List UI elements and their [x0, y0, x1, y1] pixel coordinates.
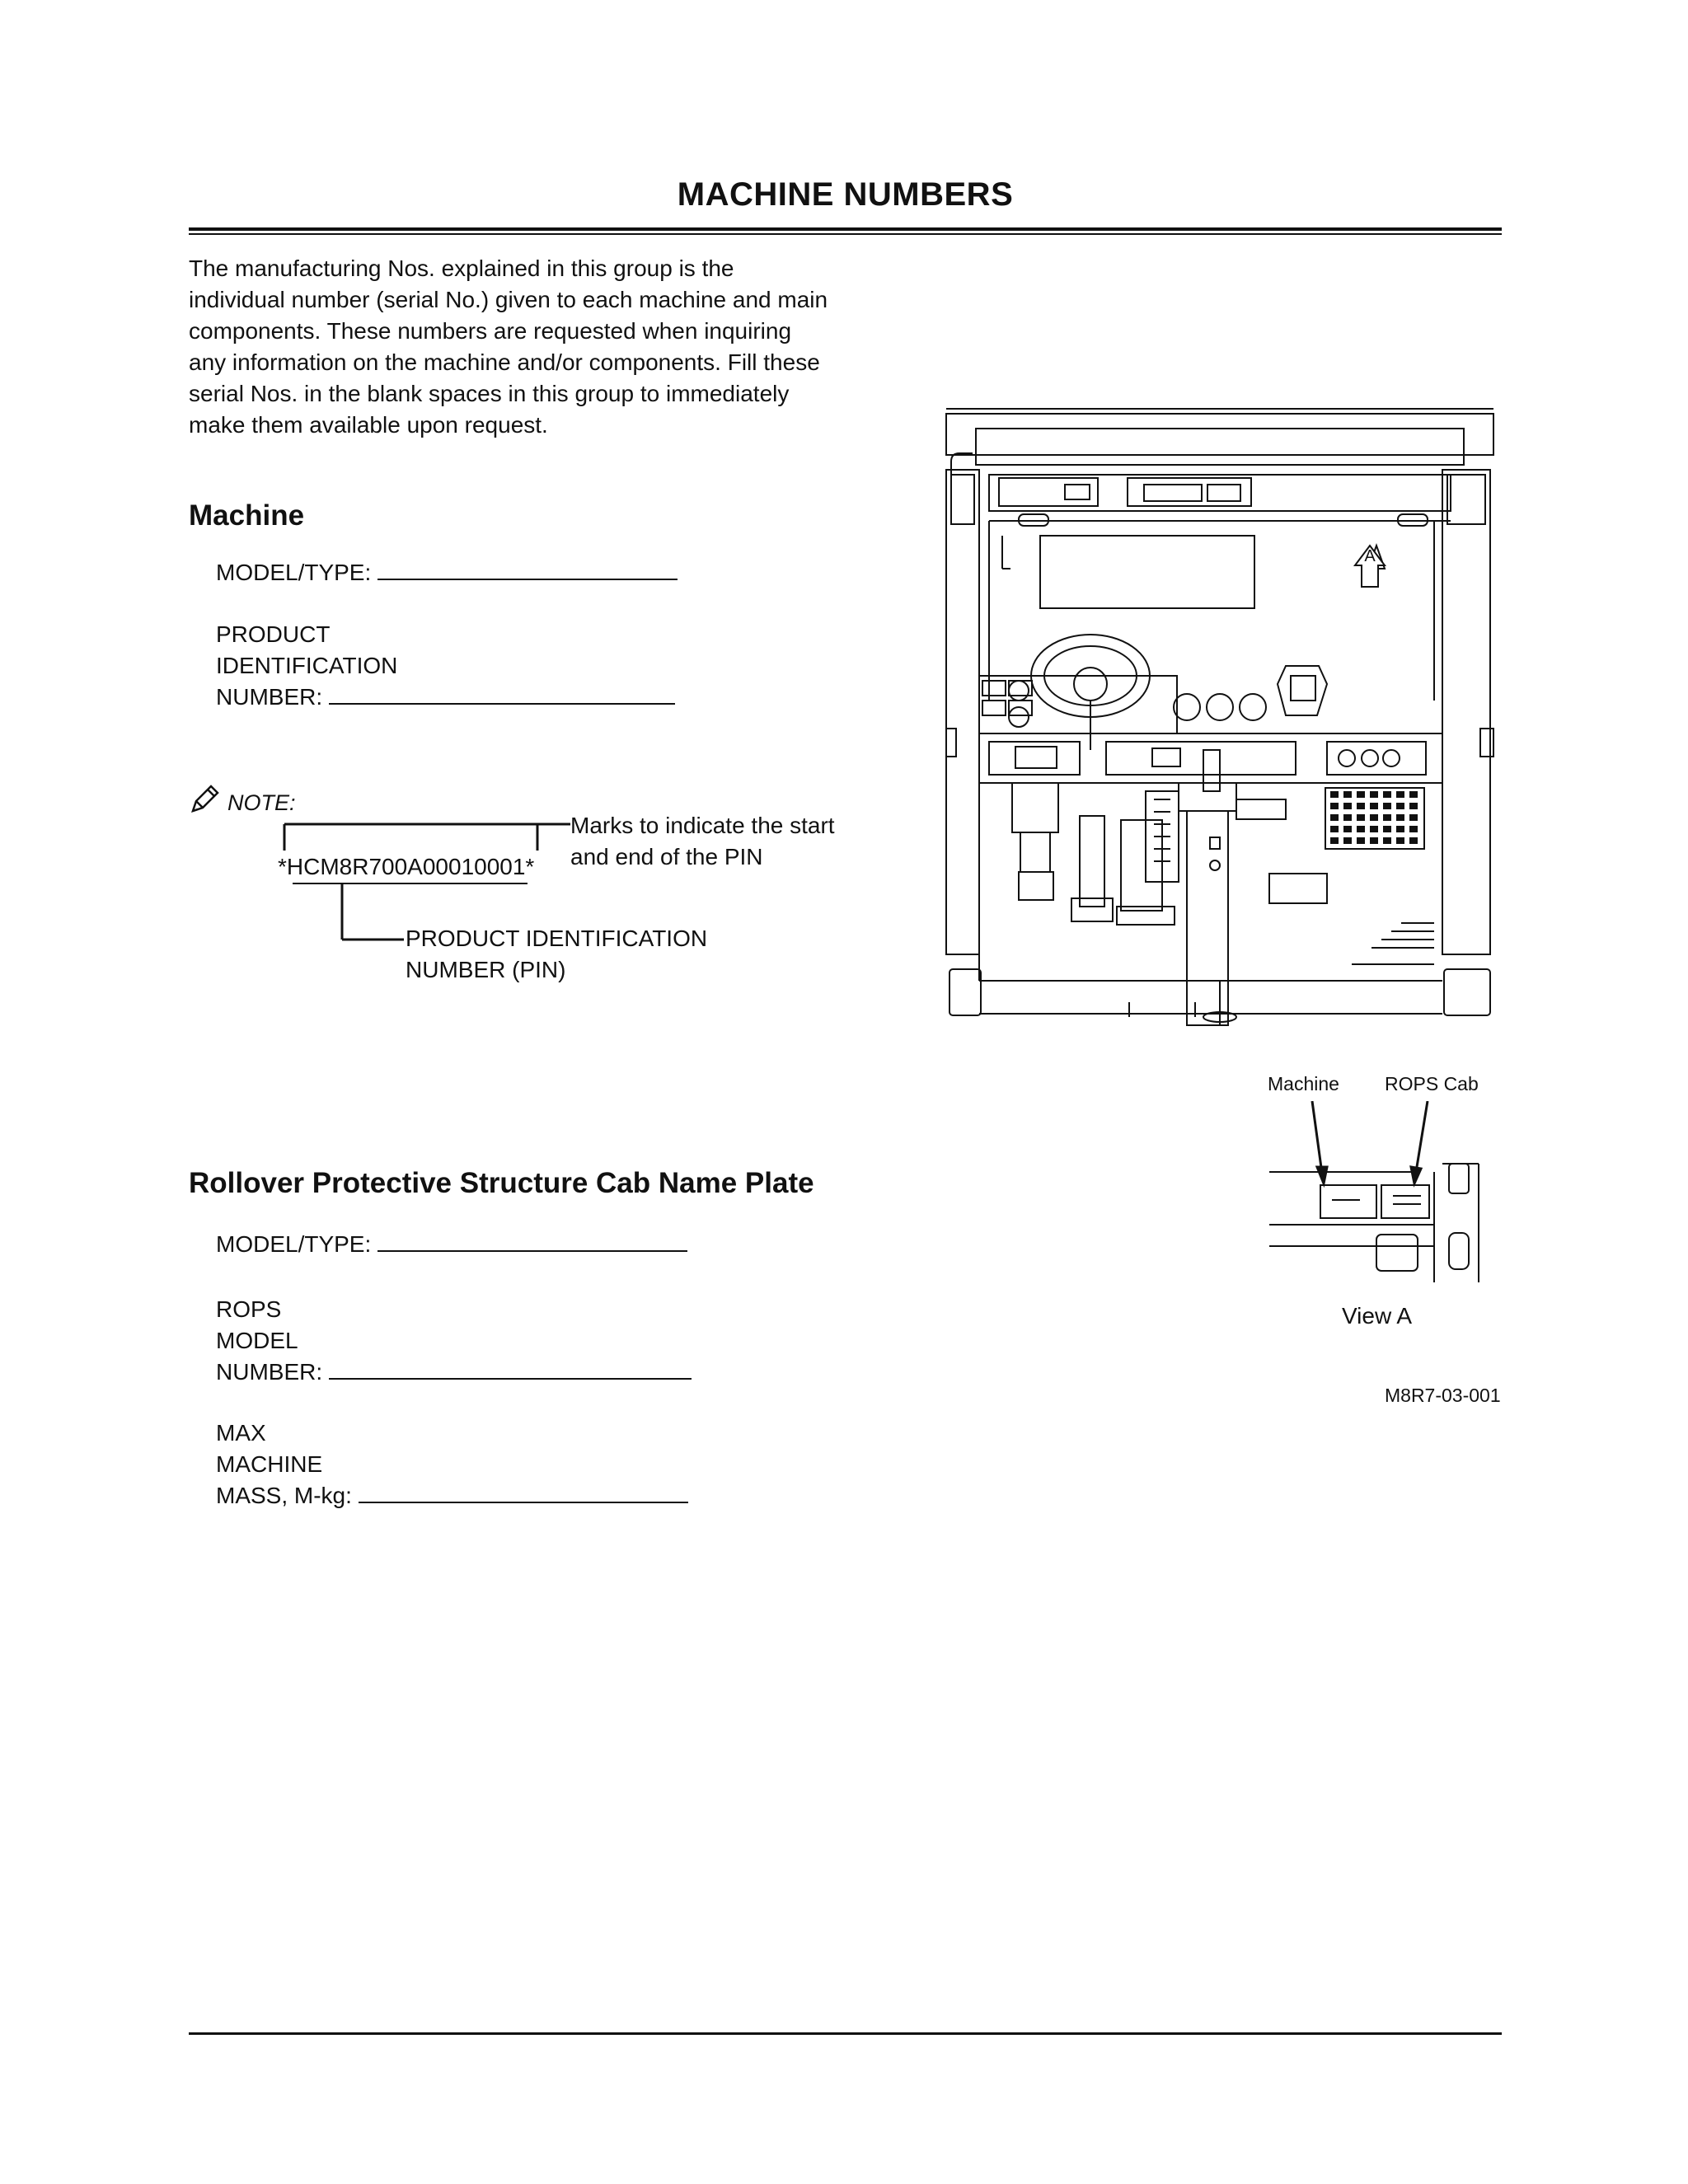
machine-model-type — [216, 557, 678, 588]
pin-label-line: PRODUCT — [216, 621, 331, 647]
pin-example: *HCM8R700A00010001* — [278, 854, 535, 879]
machine-heading: Machine — [189, 499, 305, 532]
marks-text-line: and end of the PIN — [570, 844, 763, 869]
rops-model-line: MODEL — [216, 1328, 298, 1353]
intro-line: make them available upon request. — [189, 412, 548, 438]
intro-paragraph — [189, 253, 881, 441]
machine-pin-field — [216, 619, 675, 713]
max-mass-field — [216, 1418, 688, 1511]
pin-caption — [406, 923, 707, 986]
footer-rule — [189, 2032, 1502, 2035]
pencil-icon — [188, 783, 221, 816]
machine-plate-label: Machine — [1268, 1073, 1339, 1094]
pin-label-line: IDENTIFICATION — [216, 653, 398, 678]
rops-cab-plate-label: ROPS Cab — [1385, 1073, 1479, 1094]
intro-line: any information on the machine and/or components. Fill these — [189, 349, 820, 375]
max-mass-line: MACHINE — [216, 1451, 323, 1477]
rops-model-number-field — [216, 1294, 692, 1388]
machine-pin-blank[interactable] — [329, 682, 675, 705]
machine-model-type-blank[interactable] — [377, 557, 678, 580]
rops-model-type — [216, 1229, 687, 1260]
title-rule-thin — [189, 233, 1502, 235]
max-mass-blank[interactable] — [359, 1480, 688, 1503]
rops-model-number-blank[interactable] — [329, 1357, 692, 1380]
view-a-marker: A — [1364, 547, 1376, 565]
marks-text — [570, 810, 835, 873]
marks-text-line: Marks to indicate the start — [570, 813, 835, 838]
view-a-caption: View A — [1342, 1303, 1413, 1329]
rops-model-line: NUMBER: — [216, 1359, 323, 1385]
rops-model-type-label: MODEL/TYPE: — [216, 1231, 372, 1257]
intro-line: individual number (serial No.) given to each machine and main — [189, 287, 828, 312]
intro-line: The manufacturing Nos. explained in this group is the — [189, 255, 734, 281]
intro-line: serial Nos. in the blank spaces in this group to immediately — [189, 381, 790, 406]
rops-model-type-blank[interactable] — [377, 1229, 687, 1252]
max-mass-line: MAX — [216, 1420, 266, 1446]
pin-caption-line: PRODUCT IDENTIFICATION — [406, 926, 708, 951]
title-rule — [189, 227, 1502, 231]
cab-interior-illustration — [940, 404, 1500, 1038]
rops-model-line: ROPS — [216, 1296, 282, 1322]
machine-model-type-label: MODEL/TYPE: — [216, 560, 372, 585]
figure-id: M8R7-03-001 — [1385, 1385, 1501, 1406]
pin-caption-line: NUMBER (PIN) — [406, 957, 566, 982]
view-a-illustration — [1269, 1101, 1500, 1291]
max-mass-line: MASS, M-kg: — [216, 1483, 352, 1508]
pin-label-line: NUMBER: — [216, 684, 323, 710]
note-label: NOTE: — [227, 790, 296, 815]
page-title: MACHINE NUMBERS — [677, 176, 1014, 213]
intro-line: components. These numbers are requested when inquiring — [189, 318, 792, 344]
rops-heading: Rollover Protective Structure Cab Name Plate — [189, 1167, 814, 1199]
